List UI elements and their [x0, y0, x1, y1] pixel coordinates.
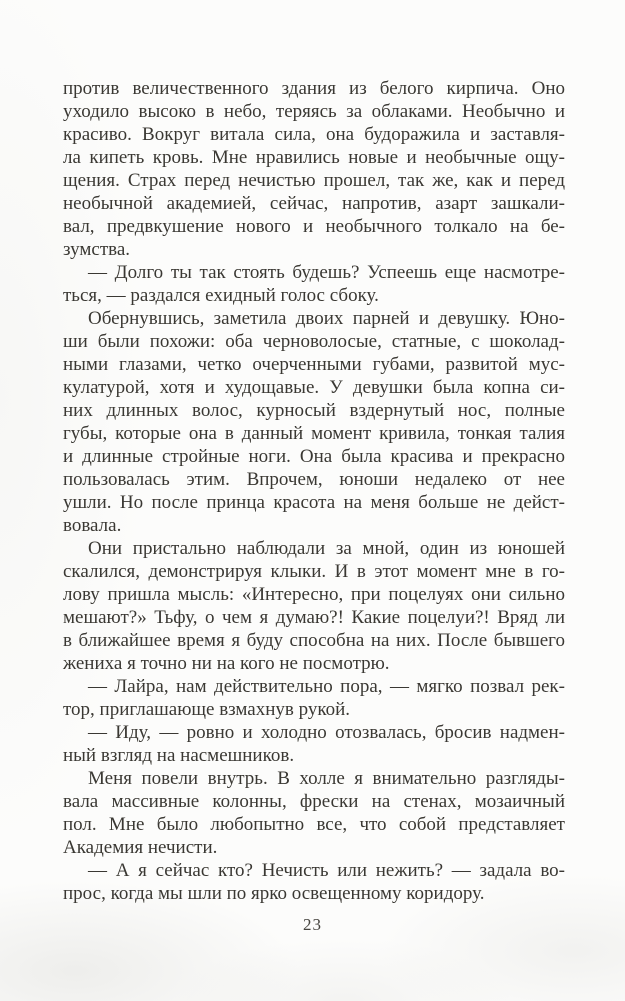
text-line: прос, когда мы шли по ярко освещенному коридору. — [63, 883, 485, 904]
text-line: — Иду, — ровно и холодно отозвалась, бросив надмен- — [88, 722, 565, 743]
text-line: — А я сейчас кто? Нечисть или нежить? — задала во- — [88, 860, 565, 881]
text-line: пол. Мне было любопытно все, что собой представляет — [63, 814, 565, 835]
text-line: ными глазами, четко очерченными губами, развитой мус- — [63, 354, 565, 375]
text-line: в ближайшее время я буду способна на них. После бывшего — [63, 630, 565, 651]
text-line: вала массивные колонны, фрески на стенах, мозаичный — [63, 791, 565, 812]
paragraph — [63, 721, 565, 767]
page-number: 23 — [303, 915, 322, 934]
text-line: ушли. Но после принца красота на меня больше не дейст- — [63, 492, 565, 513]
text-line: тор, приглашающе взмахнув рукой. — [63, 699, 351, 720]
text-line: уходило высоко в небо, теряясь за облаками. Необычно и — [63, 101, 565, 122]
text-line: мешают?» Тьфу, о чем я думаю?! Какие поцелуи?! Вряд ли — [63, 607, 565, 628]
paragraph — [63, 675, 565, 721]
text-line: вовала. — [63, 515, 122, 536]
text-line: Академия нечисти. — [63, 837, 218, 858]
text-line: Они пристально наблюдали за мной, один из юношей — [88, 538, 565, 559]
text-line: против величественного здания из белого кирпича. Оно — [63, 78, 565, 99]
text-line: Обернувшись, заметила двоих парней и девушку. Юно- — [88, 308, 565, 329]
text-line: — Долго ты так стоять будешь? Успеешь еще насмотре- — [88, 262, 565, 283]
text-line: и длинные стройные ноги. Она была красива и прекрасно — [63, 446, 565, 467]
text-line: жениха я точно ни на кого не посмотрю. — [63, 653, 390, 674]
text-line: ный взгляд на насмешников. — [63, 745, 295, 766]
paragraph — [63, 537, 565, 675]
text-line: красиво. Вокруг витала сила, она будоражила и заставля- — [63, 124, 565, 145]
text-line: губы, которые она в данный момент кривила, тонкая талия — [63, 423, 565, 444]
text-line: ши были похожи: оба черноволосые, статные, с шоколад- — [63, 331, 565, 352]
text-line: — Лайра, нам действительно пора, — мягко позвал рек- — [88, 676, 565, 697]
text-line: скалился, демонстрируя клыки. И в этот момент мне в го- — [63, 561, 565, 582]
page-text — [63, 77, 565, 905]
text-line: необычной академией, сейчас, напротив, азарт зашкали- — [63, 193, 565, 214]
text-line: вал, предвкушение нового и необычного толкало на бе- — [63, 216, 565, 237]
text-line: ться, — раздался ехидный голос сбоку. — [63, 285, 379, 306]
paragraph — [63, 767, 565, 859]
text-line: щения. Страх перед нечистью прошел, так же, как и перед — [63, 170, 565, 191]
text-line: лову пришла мысль: «Интересно, при поцелуях они сильно — [63, 584, 565, 605]
text-line: ла кипеть кровь. Мне нравились новые и необычные ощу- — [63, 147, 565, 168]
text-line: зумства. — [63, 239, 131, 260]
paragraph — [63, 307, 565, 537]
paragraph — [63, 859, 565, 905]
text-line: кулатурой, хотя и худощавые. У девушки была копна си- — [63, 377, 565, 398]
paragraph — [63, 261, 565, 307]
text-line: них длинных волос, курносый вздернутый нос, полные — [63, 400, 565, 421]
text-line: Меня повели внутрь. В холле я внимательно разгляды- — [88, 768, 565, 789]
text-line: пользовалась этим. Впрочем, юноши недалеко от нее — [63, 469, 565, 490]
paragraph — [63, 77, 565, 261]
